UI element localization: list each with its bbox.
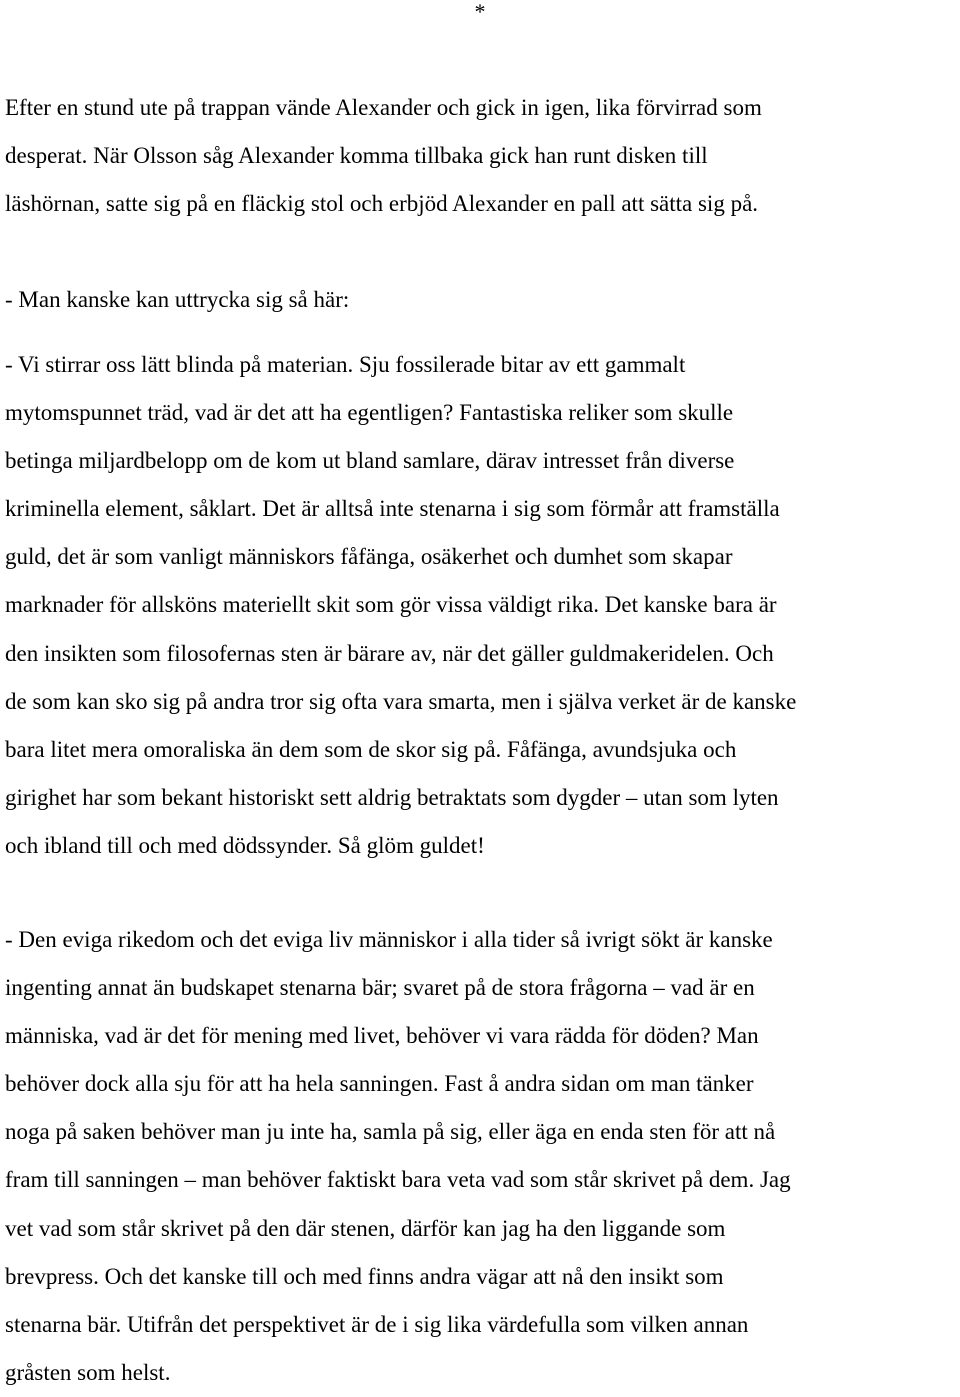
text-line: människa, vad är det för mening med livet, behöver vi vara rädda för döden? Man [5, 1023, 759, 1049]
text-line: fram till sanningen – man behöver faktiskt bara veta vad som står skrivet på dem. Jag [5, 1167, 791, 1193]
text-line: vet vad som står skrivet på den där stenen, därför kan jag ha den liggande som [5, 1215, 726, 1241]
text-line: noga på saken behöver man ju inte ha, samla på sig, eller äga en enda sten för att nå [5, 1119, 776, 1145]
text-line: stenarna bär. Utifrån det perspektivet är de i sig lika värdefulla som vilken annan [5, 1311, 749, 1337]
text-line: läshörnan, satte sig på en fläckig stol och erbjöd Alexander en pall att sätta sig på. [5, 191, 759, 217]
paragraph-dialogue-materia [5, 341, 955, 870]
text-line: kriminella element, såklart. Det är alltså inte stenarna i sig som förmår att framställa [5, 496, 780, 522]
text-line: behöver dock alla sju för att ha hela sanningen. Fast å andra sidan om man tänker [5, 1071, 754, 1097]
text-line: de som kan sko sig på andra tror sig ofta vara smarta, men i själva verket är de kanske [5, 688, 797, 714]
text-line: och ibland till och med dödssynder. Så glöm guldet! [5, 832, 485, 858]
text-line: - Man kanske kan uttrycka sig så här: [5, 287, 350, 312]
text-line: bara litet mera omoraliska än dem som de skor sig på. Fåfänga, avundsjuka och [5, 736, 737, 762]
paragraph-intro [5, 84, 955, 228]
section-separator: * [474, 0, 486, 24]
text-line: betinga miljardbelopp om de kom ut bland samlare, därav intresset från diverse [5, 448, 735, 474]
text-line: den insikten som filosofernas sten är bärare av, när det gäller guldmakeridelen. Och [5, 640, 774, 666]
text-line: - Vi stirrar oss lätt blinda på materian. Sju fossilerade bitar av ett gammalt [5, 352, 686, 377]
paragraph-dialogue-wisdom [5, 916, 955, 1397]
text-line: mytomspunnet träd, vad är det att ha egentligen? Fantastiska reliker som skulle [5, 400, 734, 426]
text-line: brevpress. Och det kanske till och med finns andra vägar att nå den insikt som [5, 1263, 724, 1289]
text-line: - Den eviga rikedom och det eviga liv människor i alla tider så ivrigt sökt är kanske [5, 927, 773, 952]
text-line: guld, det är som vanligt människors fåfänga, osäkerhet och dumhet som skapar [5, 544, 733, 570]
text-line: Efter en stund ute på trappan vände Alexander och gick in igen, lika förvirrad som [5, 95, 762, 120]
text-line: marknader för allsköns materiellt skit som gör vissa väldigt rika. Det kanske bara är [5, 592, 777, 618]
text-line: gråsten som helst. [5, 1359, 171, 1385]
text-line: desperat. När Olsson såg Alexander komma tillbaka gick han runt disken till [5, 143, 708, 169]
paragraph-dialogue-opening [5, 276, 955, 324]
text-line: girighet har som bekant historiskt sett aldrig betraktats som dygder – utan som lyten [5, 784, 779, 810]
text-line: ingenting annat än budskapet stenarna bär; svaret på de stora frågorna – vad är en [5, 975, 755, 1001]
